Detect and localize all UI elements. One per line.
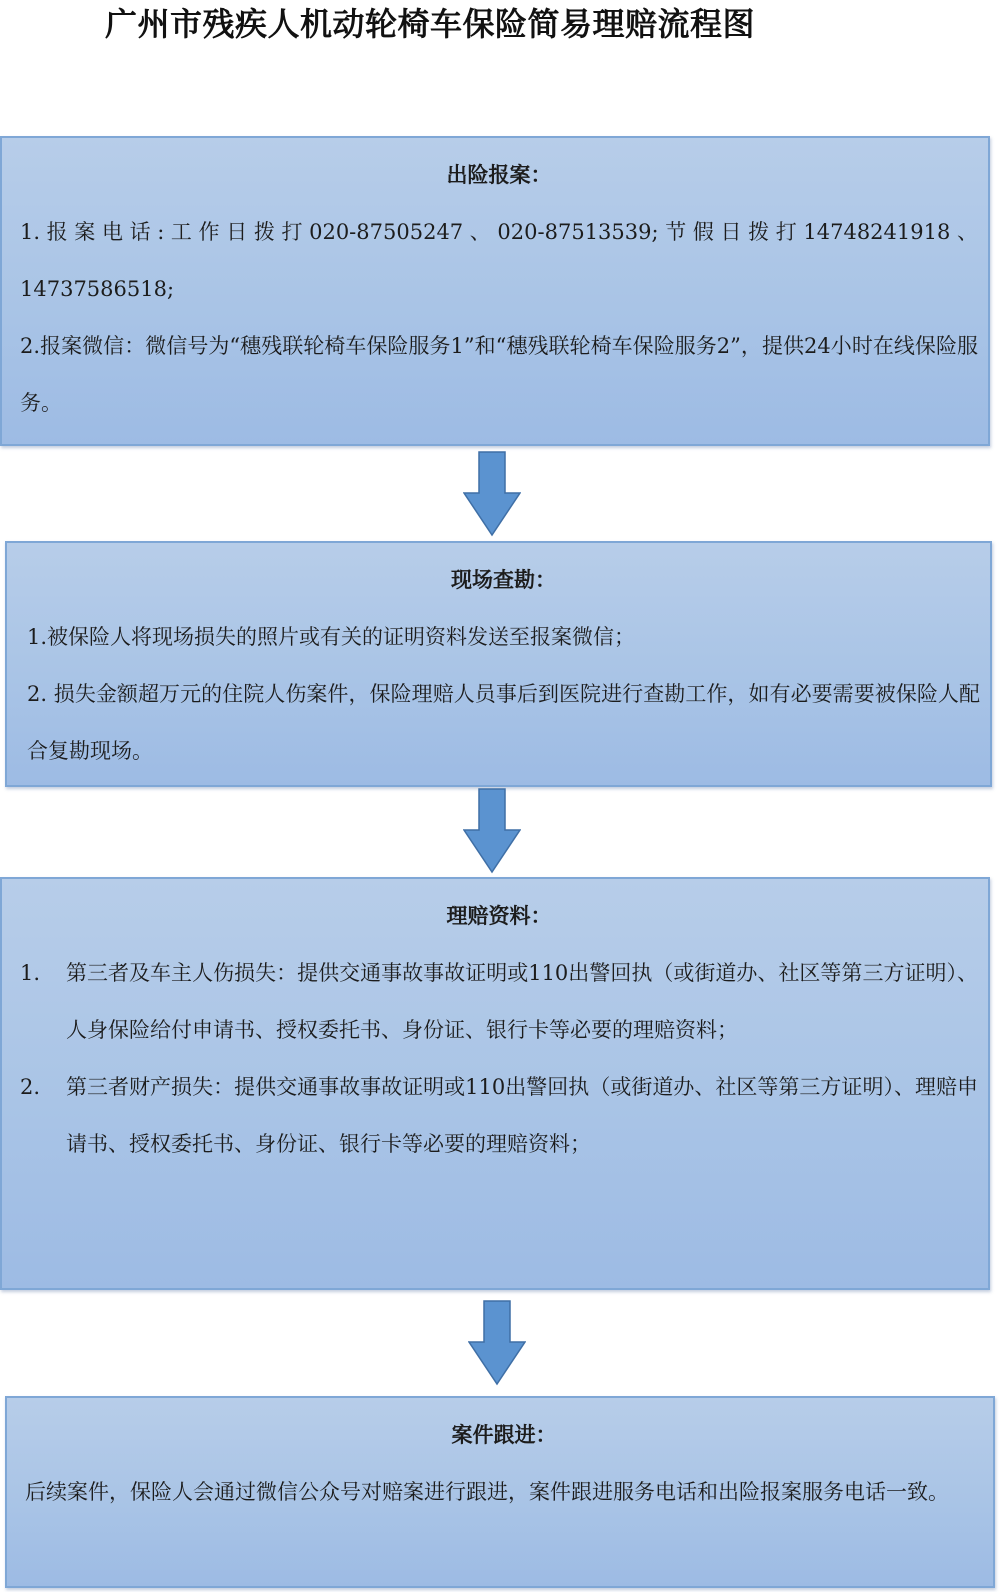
step-documents-box [0, 877, 990, 1290]
step-followup-heading: 案件跟进： [451, 1423, 557, 1447]
page-title: 广州市残疾人机动轮椅车保险简易理赔流程图 [105, 5, 756, 43]
step-documents-item-1 [20, 945, 978, 1059]
step-report-heading: 出险报案： [446, 163, 552, 187]
step-report-item-2: 2.报案微信：微信号为“穗残联轮椅车保险服务1”和“穗残联轮椅车保险服务2”，提供24小时在线保险服务。 [20, 334, 978, 415]
list-number: 2. [20, 1075, 41, 1099]
down-arrow-icon [468, 1300, 526, 1386]
step-documents-item-2 [20, 1059, 978, 1173]
down-arrow-icon [463, 788, 521, 874]
step-report-item-1: 1.报案电话:工作日拨打020-87505247、020-87513539;节假日拨打14748241918、14737586518; [20, 220, 978, 301]
list-number: 1. [20, 961, 41, 985]
step-followup-text: 后续案件，保险人会通过微信公众号对赔案进行跟进，案件跟进服务电话和出险报案服务电话一致。 [25, 1480, 949, 1504]
step-documents-heading: 理赔资料： [446, 904, 552, 928]
step-survey-item-1: 1.被保险人将现场损失的照片或有关的证明资料发送至报案微信； [27, 625, 636, 649]
step-survey-box [5, 541, 992, 787]
step-followup-box [5, 1396, 995, 1588]
list-item-text: 第三者财产损失：提供交通事故事故证明或110出警回执（或街道办、社区等第三方证明）、理赔申请书、授权委托书、身份证、银行卡等必要的理赔资料； [66, 1075, 978, 1156]
down-arrow-icon [463, 451, 521, 537]
list-item-text: 第三者及车主人伤损失：提供交通事故事故证明或110出警回执（或街道办、社区等第三方证明）、人身保险给付申请书、授权委托书、身份证、银行卡等必要的理赔资料； [66, 961, 978, 1042]
step-survey-heading: 现场查勘： [451, 568, 556, 592]
step-report-box [0, 136, 990, 446]
step-survey-item-2: 2. 损失金额超万元的住院人伤案件，保险理赔人员事后到医院进行查勘工作，如有必要需要被保险人配合复勘现场。 [27, 682, 980, 763]
